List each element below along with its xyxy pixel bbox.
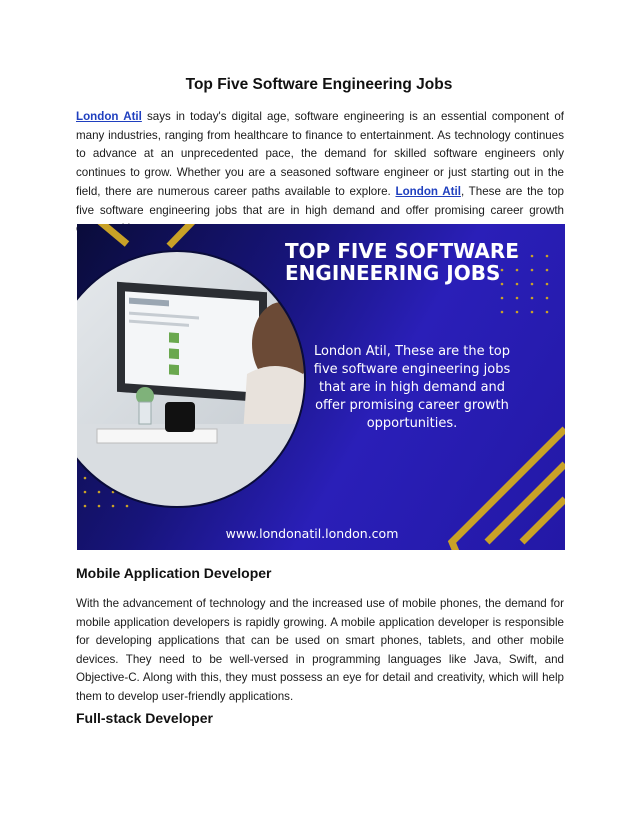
banner-heading-line2: ENGINEERING JOBS [285, 261, 501, 285]
intro-text-2: , These are the top five software engineering jobs that are in high demand and offer promising career growth [76, 184, 565, 217]
banner-body-line-4: offer promising career growth [315, 398, 509, 413]
banner-body-line-5: opportunities. [366, 416, 458, 431]
london-atil-link[interactable]: London Atil [76, 110, 142, 123]
intro-text-1: says in today's digital age, software engineering is an essential component of many industries, ranging from healthcare to finance to entertainment. As technology continues to advance at an unprecedented pace, the demand for skilled software engineers only continues to grow. Whether you are a seasoned software engineer or just starting out in the field, there are numerous career paths available to explore. [76, 110, 564, 198]
intro-paragraph [76, 108, 564, 239]
section-heading-mobile-developer: Mobile Application Developer [76, 565, 272, 581]
banner-url: www.londonatil.london.com [225, 526, 399, 541]
banner-body-line-3: that are in high demand and [318, 380, 506, 395]
banner-body-line-1: London Atil, These are the top [313, 344, 511, 359]
section-body-mobile-developer: With the advancement of technology and the increased use of mobile phones, the demand for mobile application developers is rapidly growing. A mobile application developer is responsible for developing applications that can be used on smart phones, tablets, and other mobile devices. They need to be well-versed in programming languages like Java, Swift, and Objective-C. Along with this, they must possess an eye for detail and creativity, which will help them to develop user-friendly applications. [76, 597, 564, 703]
banner-body-line-2: five software engineering jobs [313, 362, 511, 377]
banner-heading-line1: TOP FIVE SOFTWARE [285, 239, 519, 263]
dot-grid-top-right [501, 255, 549, 314]
page-title: Top Five Software Engineering Jobs [185, 76, 453, 93]
london-atil-link-2[interactable]: London Atil [395, 184, 461, 198]
section-heading-fullstack-developer: Full-stack Developer [76, 710, 213, 726]
banner-image [77, 224, 565, 550]
